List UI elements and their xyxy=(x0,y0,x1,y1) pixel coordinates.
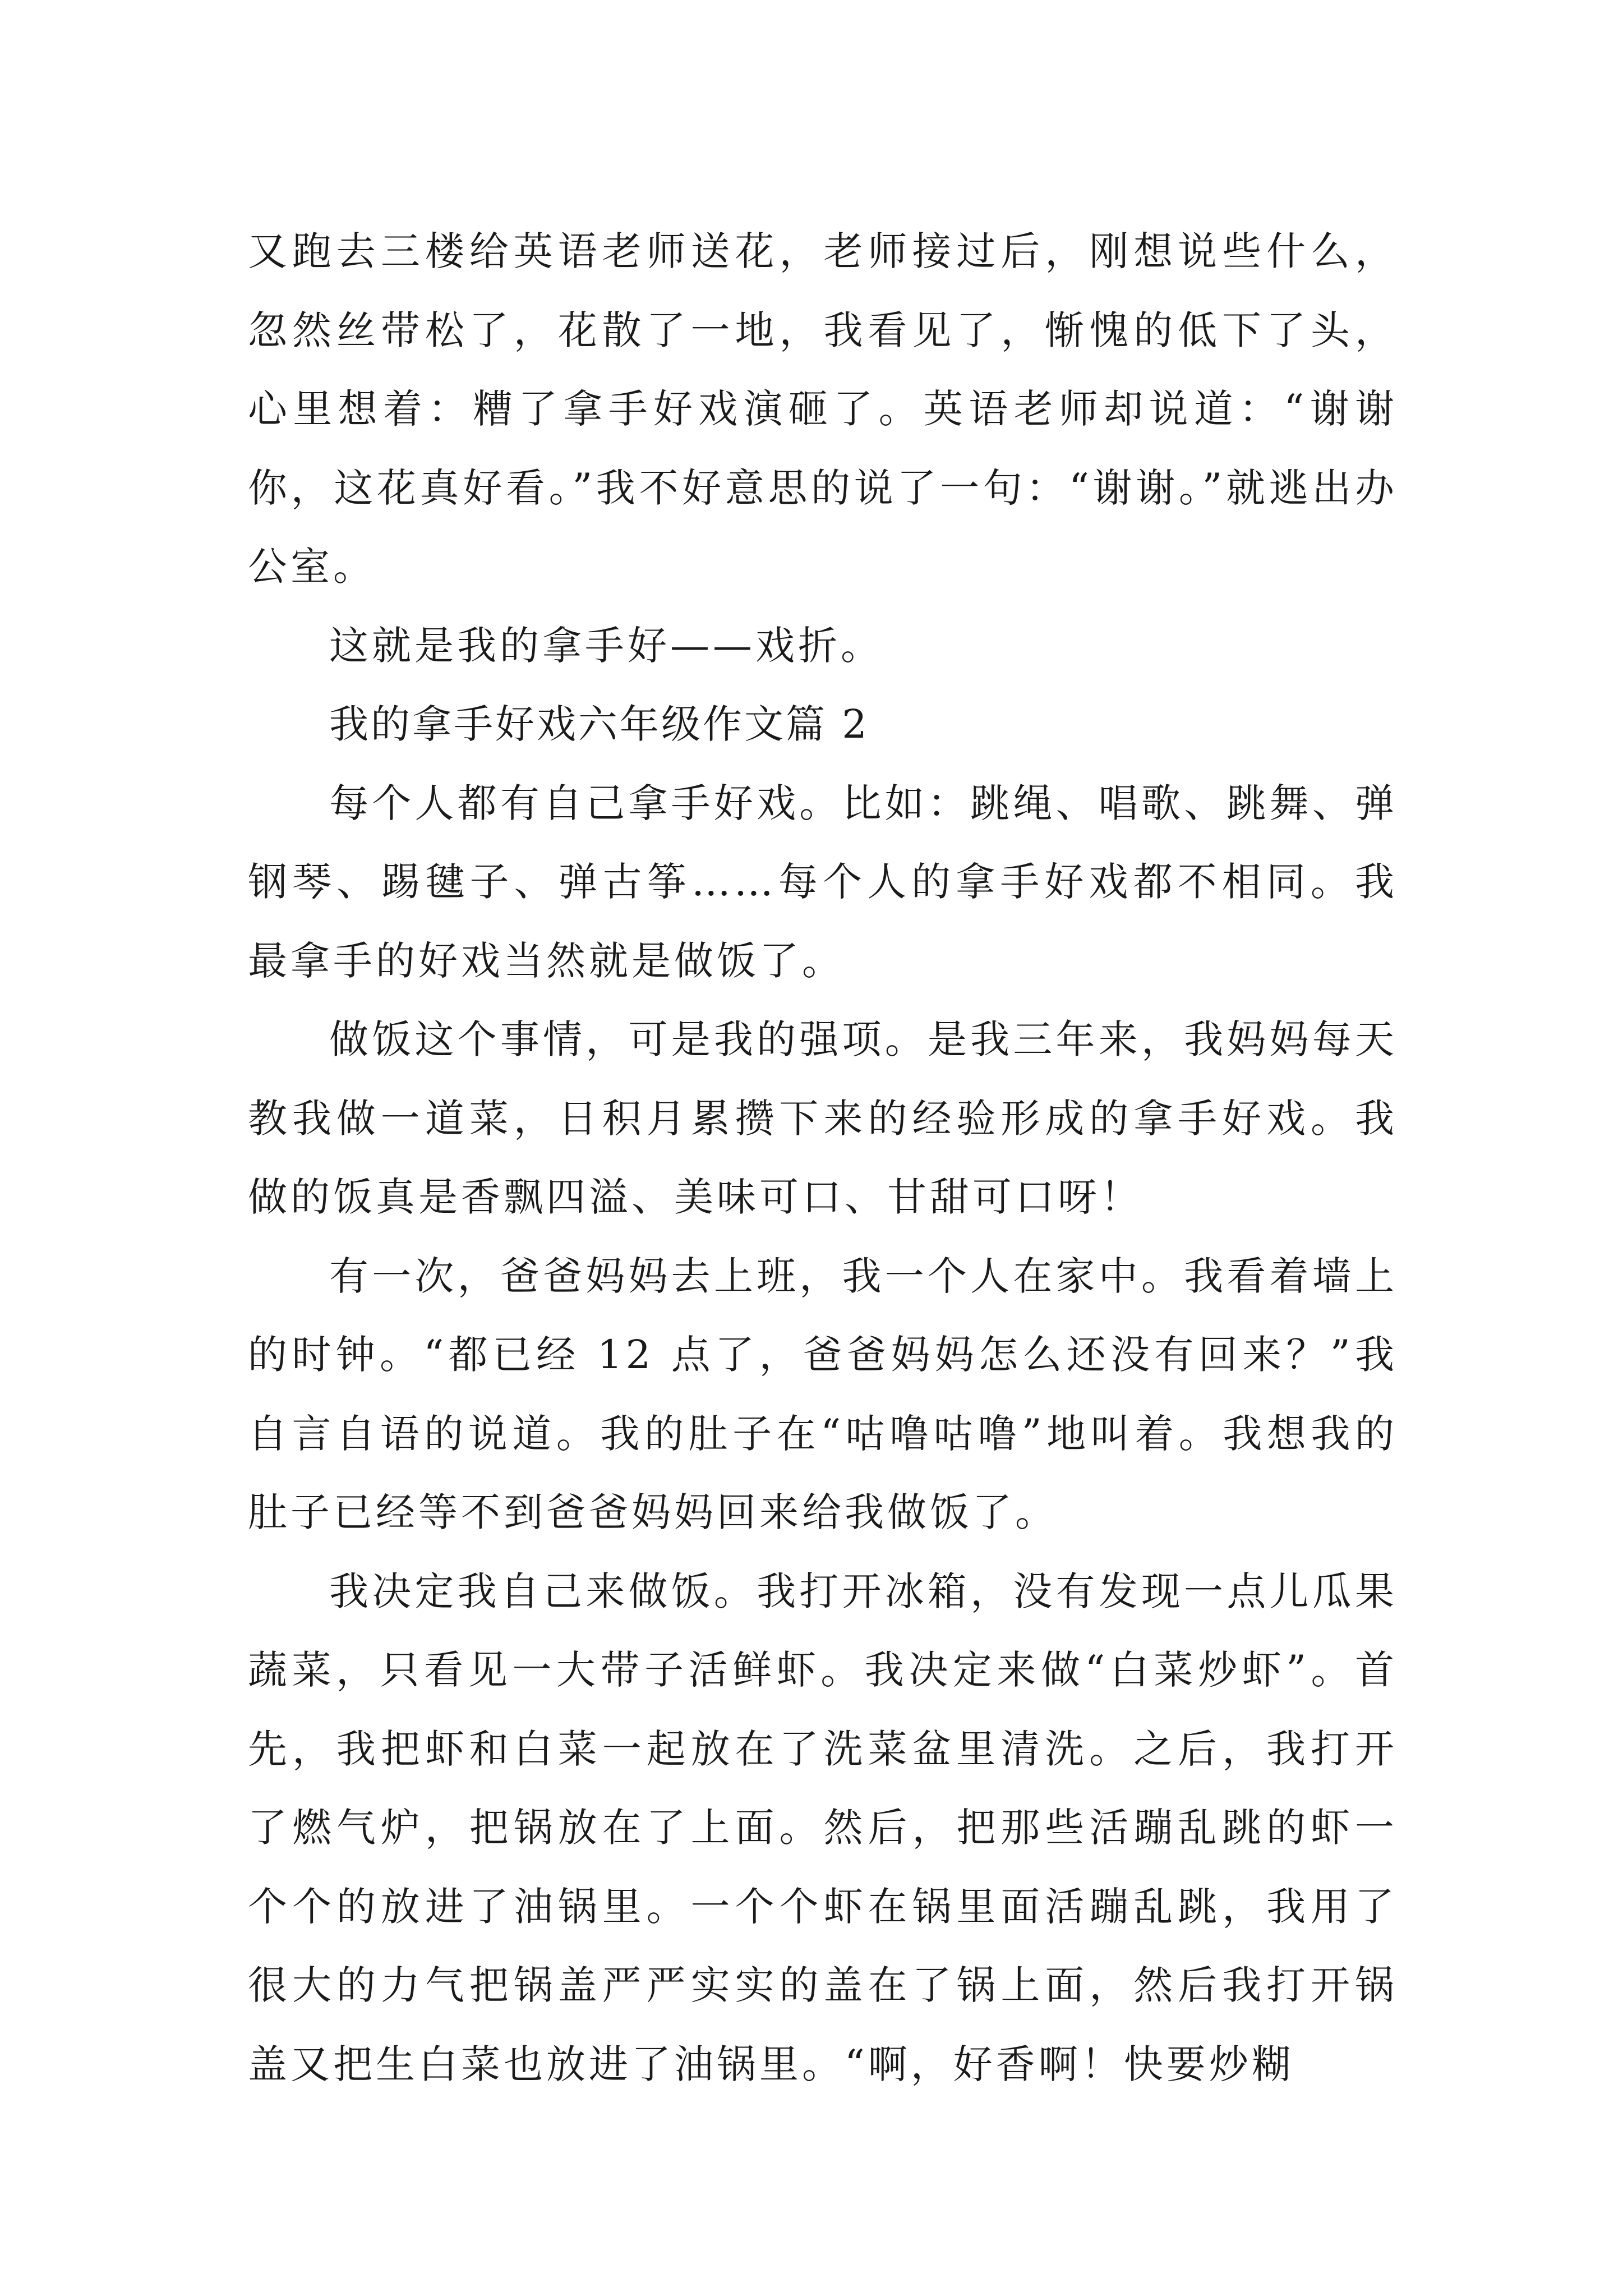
paragraph: 我决定我自己来做饭。我打开冰箱，没有发现一点儿瓜果蔬菜，只看见一大带子活鲜虾。我决定来做“白菜炒虾”。首先，我把虾和白菜一起放在了洗菜盆里清洗。之后，我打开了燃气炉，把锅放在了上面。然后，把那些活蹦乱跳的虾一个个的放进了油锅里。一个个虾在锅里面活蹦乱跳，我用了很大的力气把锅盖严严实实的盖在了锅上面，然后我打开锅盖又把生白菜也放进了油锅里。“啊，好香啊！快要炒糊 xyxy=(248,1568,1398,2087)
section-heading: 我的拿手好戏六年级作文篇 2 xyxy=(329,701,869,747)
paragraph: 这就是我的拿手好——戏折。 xyxy=(329,622,883,669)
paragraph: 做饭这个事情，可是我的强项。是我三年来，我妈妈每天教我做一道菜，日积月累攒下来的经验形成的拿手好戏。我做的饭真是香飘四溢、美味可口、甘甜可口呀！ xyxy=(248,1016,1398,1220)
article-body xyxy=(248,212,1398,2104)
paragraph: 每个人都有自己拿手好戏。比如：跳绳、唱歌、跳舞、弹钢琴、踢毽子、弹古筝……每个人的拿手好戏都不相同。我最拿手的好戏当然就是做饭了。 xyxy=(248,780,1398,984)
paragraph: 有一次，爸爸妈妈去上班，我一个人在家中。我看着墙上的时钟。“都已经 12 点了，爸爸妈妈怎么还没有回来？”我自言自语的说道。我的肚子在“咕噜咕噜”地叫着。我想我的肚子已经等不到爸爸妈妈回来给我做饭了。 xyxy=(248,1253,1398,1535)
paragraph: 又跑去三楼给英语老师送花，老师接过后，刚想说些什么，忽然丝带松了，花散了一地，我看见了，惭愧的低下了头，心里想着：糟了拿手好戏演砸了。英语老师却说道：“谢谢你，这花真好看。”我不好意思的说了一句：“谢谢。”就逃出办公室。 xyxy=(248,228,1398,590)
